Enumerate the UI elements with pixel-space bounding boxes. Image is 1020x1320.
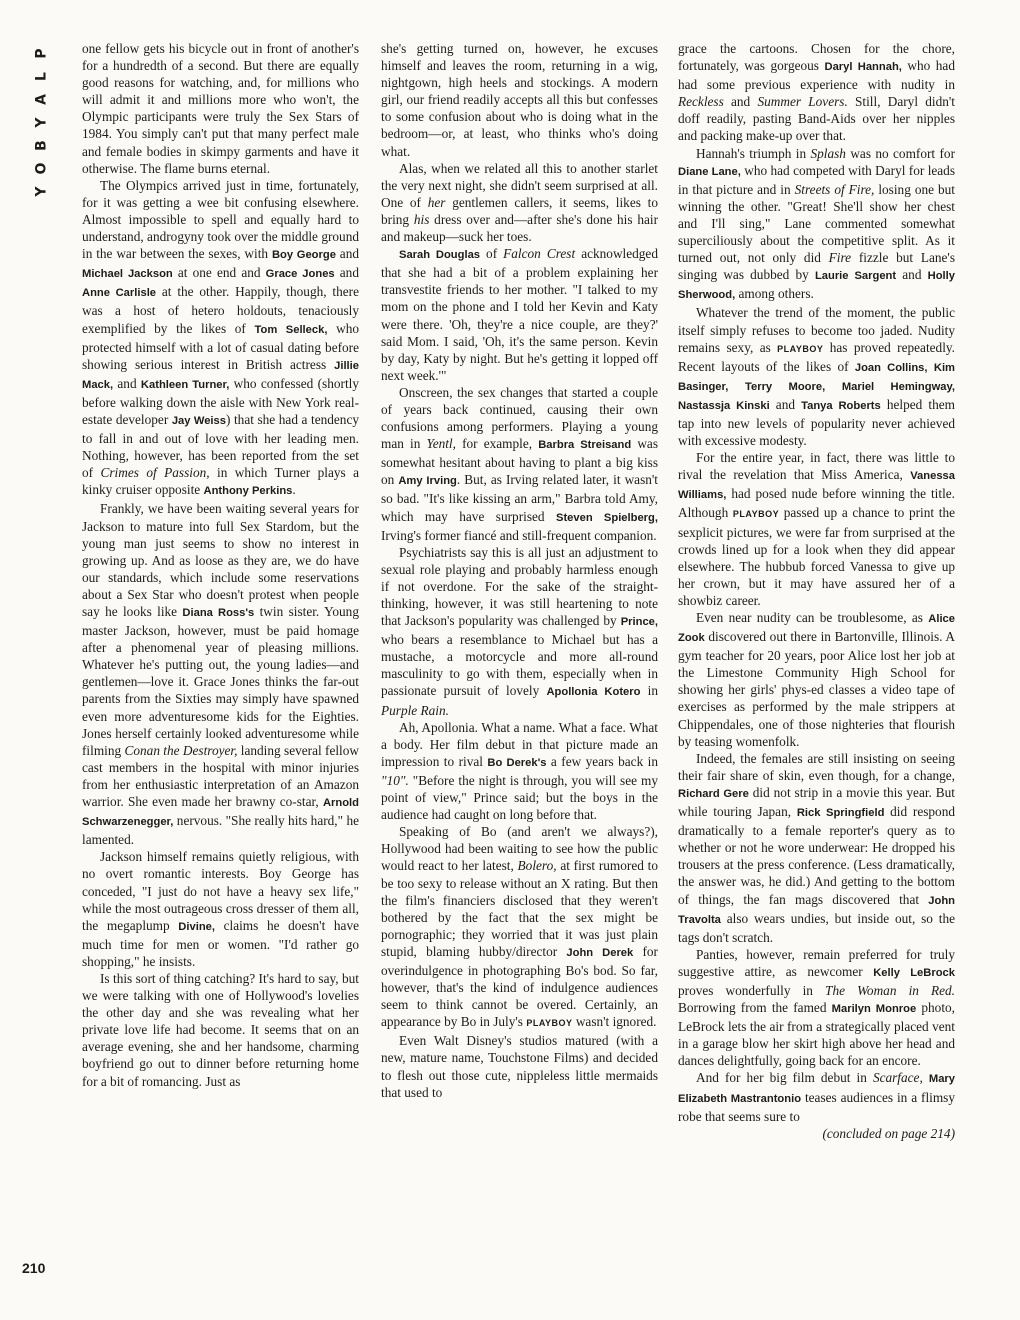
- text-run: claims he doesn't have much time for men or women. "I'd rather go shopping," he insists.: [82, 917, 359, 969]
- person-name: Alice Zook: [678, 613, 955, 645]
- text-run: and: [334, 265, 359, 281]
- paragraph: [678, 609, 955, 750]
- paragraph: [381, 160, 658, 245]
- magazine-name: PLAYBOY: [732, 509, 780, 520]
- text-run: Even Walt Disney's studios matured (with a new, mature name, Touchstone Films) and decided to flesh out those cute, nippleless little mermaids that used to: [381, 1033, 658, 1100]
- text-run: who protected himself with a lot of casual dating before showing serious interest in British actress: [82, 320, 359, 372]
- text-run: The Olympics arrived just in time, fortunately, for it was getting a wee bit confusing elsewhere. Almost impossible to spell and equally hard to understand, androgyny took over the middle ground in the war between the sexes, with: [82, 177, 359, 262]
- italic-title: Fire: [828, 250, 852, 266]
- text-run: ) that she had a tendency to fall in and out of love with her leading men. Nothing, however, has been reported from the set of: [82, 411, 360, 481]
- person-name: Terry Moore,: [744, 380, 826, 393]
- person-name: Laurie Sargent: [814, 270, 897, 283]
- person-name: Daryl Hannah,: [824, 61, 902, 74]
- text-run: Psychiatrists say this is all just an adjustment to sexual role playing and probably harmless enough if not overdone. For the sake of the straight-thinking, however, it was still heartening to note that Jackson's popularity was challenged by: [381, 544, 658, 629]
- italic-title: The Woman in Red.: [825, 982, 955, 998]
- paragraph: [82, 177, 359, 501]
- text-run: discovered out there in Bartonville, Illinois. A gym teacher for 20 years, poor Alice lost her job at the Limestone Community High School for showing her girls' phys-ed classes a video tape of exercises as performed by the male strippers at Chippendales, one of those nighteries that flourish by teasing womenfolk.: [678, 629, 955, 749]
- person-name: John Derek: [566, 946, 634, 959]
- person-name: Anne Carlisle: [82, 287, 157, 300]
- paragraph: [381, 1032, 658, 1100]
- text-run: she's getting turned on, however, he excuses himself and leaves the room, returning in a wig, nightgown, high heels and stockings. A modern girl, our friend readily accepts all this but confesses to some confusion about who is doing what in the bedroom—or, at least, who thinks who's doing what.: [381, 41, 658, 159]
- paragraph: [678, 40, 955, 145]
- person-name: Kelly LeBrock: [873, 966, 955, 979]
- person-name: Rick Springfield: [796, 807, 885, 820]
- paragraph: [381, 823, 658, 1032]
- paragraph: [381, 719, 658, 824]
- continuation-note: (concluded on page 214): [822, 1125, 955, 1141]
- text-run: fizzle but Lane's singing was dubbed by: [678, 250, 955, 283]
- italic-title: his: [413, 211, 430, 227]
- paragraph: [381, 544, 658, 719]
- person-name: Joan Collins,: [854, 361, 928, 374]
- text-run: of: [480, 246, 504, 262]
- person-name: Boy George: [271, 249, 336, 262]
- text-run: was somewhat hesitant about having to plant a big kiss on: [381, 436, 658, 488]
- person-name: John Travolta: [678, 894, 955, 926]
- person-name: Arnold Schwarzenegger,: [82, 797, 359, 829]
- text-run: for example,: [455, 436, 539, 452]
- text-run: Frankly, we have been waiting several years for Jackson to mature into full Sex Stardom, but the young man just seems to show no interest in growing up. And as loose as they are, we do have our standards, which include some reservations about a Sex Star who doesn't protest when people say he looks like: [82, 501, 359, 619]
- text-run: in: [640, 683, 658, 699]
- text-run: who had competed with Daryl for leads in that picture and in: [678, 162, 956, 197]
- italic-title: Scarface,: [872, 1070, 923, 1086]
- paragraph: [381, 245, 658, 384]
- person-name: Amy Irving: [398, 475, 457, 488]
- person-name: Mary Elizabeth Mastrantonio: [678, 1073, 955, 1105]
- person-name: Jillie Mack,: [82, 359, 359, 391]
- text-run: Onscreen, the sex changes that started a couple of years back continued, causing their own confusions among performers. Playing a young man in: [381, 384, 658, 452]
- person-name: Vanessa Williams,: [678, 470, 955, 502]
- column-3: [678, 40, 955, 1142]
- italic-title: Crimes of Passion,: [100, 465, 210, 481]
- text-run: one fellow gets his bicycle out in front of another's for a hundredth of a second. But there are equally good reasons for watching, and, for millions who will admit it and millions more who won't, the Olympic participants were truly the Sex Stars of 1984. You simply can't put that many perfect male and female bodies in skimpy garments and have it otherwise. The flame burns eternal.: [82, 41, 359, 176]
- person-name: Bo Derek's: [487, 756, 547, 769]
- italic-title: Conan the Destroyer,: [124, 742, 238, 758]
- running-head-letter: A: [33, 94, 50, 105]
- text-run: "Before the night is through, you will see my point of view," Prince said; but the boys in the audience had caught on long before that.: [381, 772, 658, 823]
- text-run: [825, 378, 842, 393]
- column-2: [381, 40, 658, 1101]
- italic-title: Falcon Crest: [503, 246, 576, 262]
- running-head-letter: P: [33, 48, 50, 59]
- person-name: Tanya Roberts: [801, 399, 881, 412]
- text-run: who confessed (shortly before walking down the aisle with New York real-estate developer: [82, 375, 359, 427]
- text-run: at first rumored to be too sexy to release without an X rating. But then the film's financiers disclosed that they weren't bothered by the fact that the sex might be pornographic; they worried that it was just plain stupid, blaming hubby/director: [381, 858, 658, 959]
- person-name: Kathleen Turner,: [140, 378, 230, 391]
- person-name: Jay Weiss: [171, 414, 226, 427]
- italic-title: Yentl,: [426, 436, 456, 452]
- text-run: .: [292, 482, 296, 498]
- italic-title: Bolero,: [517, 858, 557, 874]
- text-run: had posed nude before winning the title. Although: [678, 486, 955, 521]
- paragraph: [82, 970, 359, 1090]
- running-head-letter: L: [33, 72, 50, 81]
- text-run: helped them tap into new levels of popularity never achieved with excessive modesty.: [678, 396, 955, 449]
- person-name: Mariel Hemingway,: [841, 380, 955, 393]
- italic-title: "10".: [381, 772, 409, 788]
- text-run: wasn't ignored.: [572, 1014, 657, 1030]
- paragraph: [678, 750, 955, 946]
- person-name: Richard Gere: [678, 787, 749, 800]
- text-run: at one end and: [172, 265, 266, 281]
- person-name: Barbra Streisand: [538, 439, 632, 452]
- person-name: Michael Jackson: [82, 268, 173, 281]
- italic-title: her: [427, 194, 446, 210]
- text-run: Is this sort of thing catching? It's hard to say, but we were talking with one of Hollywood's lovelies the other day and she was revealing what her private love life had become. It seems that on an average evening, she and her handsome, charming boyfriend go out to dinner before returning home for a bit of romancing. Just as: [82, 970, 359, 1089]
- text-run: landing several fellow cast members in the hospital with minor injuries from her enthusiastic interpretation of an Amazon warrior. She even made her brawny co-star,: [82, 742, 359, 810]
- text-run: who bears a resemblance to Michael but has a mustache, a motorcycle and more all-round masculinity to go with them, especially when in passionate pursuit of lovely: [381, 632, 658, 699]
- text-run: Whatever the trend of the moment, the public itself simply refuses to become too jaded. Nudity remains sexy, as: [678, 305, 955, 355]
- text-run: grace the cartoons. Chosen for the chore, fortunately, was gorgeous: [678, 41, 955, 74]
- person-name: Steven Spielberg,: [555, 511, 658, 524]
- text-run: . But, as Irving related later, it wasn't so bad. "It's like kissing an arm," Barbra told Amy, which may have surprised: [381, 472, 658, 524]
- person-name: Sarah Douglas: [399, 249, 481, 262]
- text-run: who had had some previous experience with nudity in: [678, 58, 955, 93]
- italic-title: Summer Lovers.: [757, 94, 848, 110]
- person-name: Nastassja Kinski: [678, 399, 770, 412]
- person-name: Diane Lane,: [678, 165, 741, 178]
- magazine-name: PLAYBOY: [526, 1018, 573, 1029]
- person-name: Holly Sherwood,: [678, 270, 955, 302]
- text-run: Alas, when we related all this to another starlet the very next night, she didn't seem surprised at all. One of: [381, 160, 658, 210]
- text-run: And for her big film debut in: [696, 1070, 873, 1086]
- text-run: proves wonderfully in: [678, 982, 826, 998]
- text-run: dress over and—after she's done his hair and makeup—suck her toes.: [381, 211, 658, 245]
- page-number: 210: [22, 1260, 46, 1276]
- text-run: Irving's former fiancé and still-frequent companion.: [381, 527, 657, 543]
- paragraph: [82, 500, 359, 848]
- text-run: For the entire year, in fact, there was little to rival the revelation that Miss America,: [678, 450, 955, 483]
- person-name: Grace Jones: [265, 268, 335, 281]
- paragraph: [381, 384, 658, 544]
- person-name: Divine,: [178, 920, 215, 933]
- text-run: and: [896, 267, 928, 283]
- person-name: Diana Ross's: [182, 607, 255, 619]
- text-run: Hannah's triumph in: [696, 145, 811, 161]
- paragraph: [82, 848, 359, 970]
- running-head-letter: Y: [33, 117, 50, 128]
- text-run: and: [113, 375, 141, 391]
- running-head-letter: B: [33, 140, 50, 151]
- paragraph: [678, 1069, 955, 1124]
- paragraph: [678, 946, 955, 1070]
- text-run: acknowledged that she had a bit of a problem explaining her transvestite friends to her mother. "I talked to my mom on the phone and I told her Kevin and Katy were there. 'Oh, they're a nice couple, are they?' said Mom. I said, 'Oh, it's the same person. Kevin by day, Katy by night. But he's getting it lopped off next week.'": [381, 246, 658, 383]
- italic-title: Streets of Fire,: [794, 181, 875, 197]
- person-name: Tom Selleck,: [254, 323, 328, 336]
- text-run: for overindulgence in photographing Bo's bod. So far, however, that's the kind of indulgence audiences seem to think cannot be overed. Certainly, an appearance by Bo in July's: [381, 943, 658, 1030]
- text-run: at the other. Happily, though, there was a host of hetero holdouts, tenaciously exemplified by the likes of: [82, 284, 359, 336]
- text-run: also wears undies, but inside out, so the tags don't scratch.: [678, 910, 955, 945]
- text-run: Speaking of Bo (and aren't we always?), Hollywood had been waiting to see how the public would react to her latest,: [381, 824, 658, 874]
- person-name: Kim Basinger,: [678, 361, 955, 393]
- magazine-name: PLAYBOY: [777, 343, 824, 354]
- running-head: [30, 42, 54, 203]
- text-run: Indeed, the females are still insisting on seeing their fair share of skin, even though, for a change,: [678, 750, 955, 783]
- text-run: Ah, Apollonia. What a name. What a face. What a body. Her film debut in that picture made an impression to rival: [381, 719, 658, 769]
- text-run: and: [769, 396, 802, 412]
- text-run: [728, 378, 745, 393]
- italic-title: Splash: [810, 145, 846, 161]
- person-name: Anthony Perkins: [203, 485, 293, 498]
- text-run: gentlemen callers, it seems, likes to bring: [381, 194, 658, 227]
- text-run: Jackson himself remains quietly religious, with no overt romantic interests. Boy George has conceded, "I just do not have a heavy sex life," while the most outrageous cross dresser of them all, the megaplump: [82, 849, 359, 933]
- paragraph: [678, 304, 955, 449]
- text-run: has proved repeatedly. Recent layouts of the likes of: [678, 339, 955, 374]
- text-run: Panties, however, remain preferred for truly suggestive attire, as newcomer: [678, 946, 955, 979]
- text-run: in which Turner plays a kinky cruiser opposite: [82, 465, 360, 498]
- text-run: Even near nudity can be troublesome, as: [696, 610, 929, 625]
- running-head-letter: O: [33, 162, 50, 175]
- text-run: twin sister. Young master Jackson, however, must be paid homage after a phenomenal year of pleasing millions. Whatever he's putting out, the young ladies—and gentlemen—love it. Grace Jones thinks the far-out parents from the Sixties may simply have spawned even more adventuresome kids for the Eighties. Jones herself certainly looked adventuresome while filming: [82, 604, 359, 758]
- italic-title: Purple Rain.: [381, 702, 449, 718]
- text-run: photo, LeBrock lets the air from a strategically placed vent in a garage blow her skirt high above her head and dances delightfully, going back for an encore.: [678, 1000, 955, 1069]
- paragraph: [381, 40, 658, 160]
- running-head-letter: Y: [33, 186, 50, 197]
- paragraph: [82, 40, 359, 177]
- text-run: Still, Daryl didn't doff readily, pasting Band-Aids over her nipples and packing make-up over that.: [678, 94, 955, 144]
- person-name: Apollonia Kotero: [546, 686, 641, 699]
- text-run: a few years back in: [546, 753, 658, 769]
- paragraph: [678, 145, 955, 305]
- text-run: nervous. "She really hits hard," he lamented.: [82, 813, 359, 848]
- text-run: was no comfort for: [845, 145, 956, 161]
- text-run: passed up a chance to print the sexplicit pictures, we were far from surprised at the crowds lined up for a look when they did appear elsewhere. The hubbub forced Vanessa to give up her crown, but it may have assured her of a showbiz career.: [678, 505, 955, 608]
- text-run: did not strip in a movie this year. But while touring Japan,: [678, 784, 955, 820]
- text-run: and: [335, 246, 359, 262]
- column-1: [82, 40, 359, 1090]
- text-run: among others.: [735, 286, 814, 302]
- italic-title: Reckless: [678, 94, 724, 110]
- text-run: and: [723, 94, 758, 110]
- text-run: did respond dramatically to a female reporter's query as to whether or not he wore underwear: He dropped his trousers at the press conference. (Less dramatically, the answer was, he did.) And getting to the bottom of things, the fan mags discovered that: [678, 804, 955, 907]
- person-name: Prince,: [620, 616, 658, 629]
- text-run: losing one but winning the other. "Great! She'll show her chest and I'll sing," Lane commented somewhat superciliously about the competitive split. As it turned out, not only did: [678, 181, 955, 266]
- paragraph: [678, 449, 955, 609]
- person-name: Marilyn Monroe: [831, 1003, 917, 1016]
- text-run: teases audiences in a flimsy robe that seems sure to: [678, 1089, 955, 1124]
- text-run: Borrowing from the famed: [678, 1000, 832, 1016]
